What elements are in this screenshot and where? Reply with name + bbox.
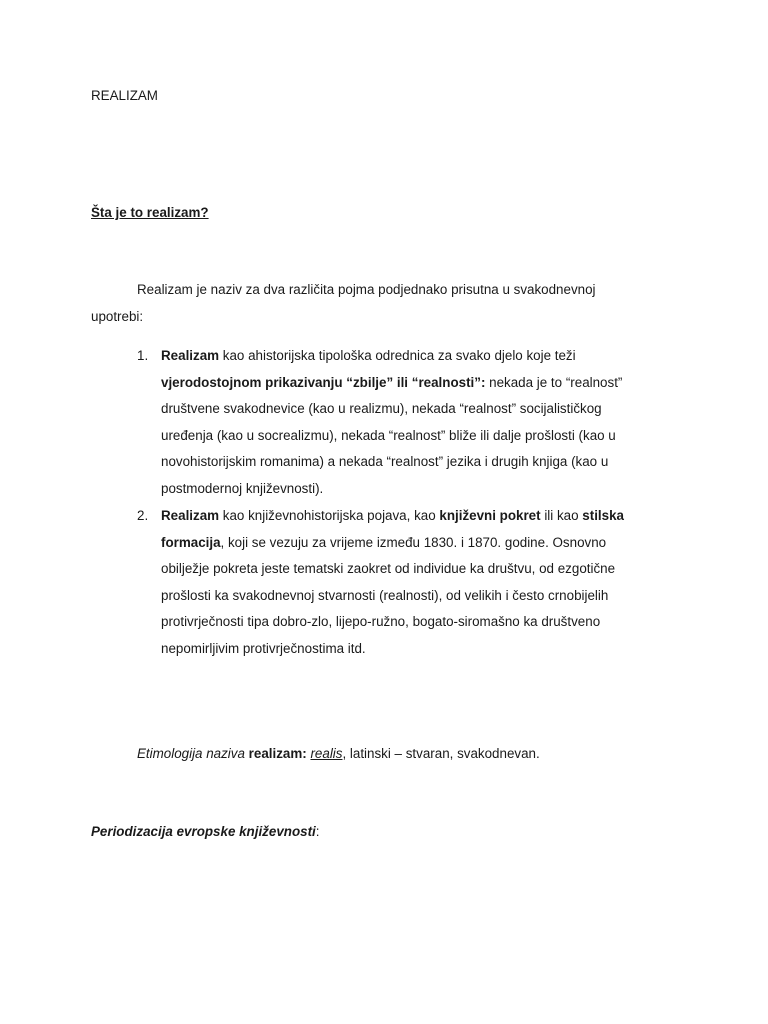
intro-paragraph-line-1: Realizam je naziv za dva različita pojma podjednako prisutna u svakodnevnoj — [137, 282, 596, 297]
document-title: REALIZAM — [91, 88, 158, 103]
periodization-heading — [91, 824, 320, 839]
list-item-line — [161, 614, 661, 641]
etymology-rest: , latinski – stvaran, svakodnevan. — [342, 746, 540, 761]
text-run: društvene svakodnevice (kao u realizmu), nekada “realnost” socijalističkog — [161, 401, 602, 416]
bold-text-run: vjerodostojnom prikazivanju “zbilje” ili “realnosti”: — [161, 374, 486, 390]
bold-text-run: Realizam — [161, 348, 220, 363]
list-item-body — [161, 508, 661, 667]
list-item-line — [161, 348, 661, 375]
periodization-heading-colon: : — [315, 824, 320, 839]
list-item-line — [161, 641, 661, 668]
list-item-line — [161, 588, 661, 615]
list-item-line — [161, 561, 661, 588]
bold-text-run: književni pokret — [439, 508, 541, 523]
text-run: postmodernoj književnosti). — [161, 480, 324, 496]
text-run: uređenja (kao u socrealizmu), nekada “realnost” bliže ili dalje prošlosti (kao u — [161, 427, 616, 443]
list-item-line — [161, 481, 661, 508]
text-run: novohistorijskim romanima) a nekada “realnost” jezika i drugih knjiga (kao u — [161, 454, 609, 469]
list-number: 1. — [137, 348, 149, 363]
text-run: nekada je to “realnost” — [485, 374, 623, 390]
text-run: prošlosti ka svakodnevnoj stvarnosti (realnosti), od velikih i često crnobijelih — [161, 587, 609, 603]
text-run: , koji se vezuju za vrijeme između 1830. i 1870. godine. Osnovno — [220, 534, 607, 550]
text-run: kao književnohistorijska pojava, kao — [219, 508, 440, 523]
etymology-term: realizam: — [248, 746, 307, 761]
bold-text-run: formacija — [161, 534, 221, 550]
text-run: obilježje pokreta jeste tematski zaokret od individue ka društvu, od ezgotične — [161, 561, 616, 576]
text-run: ili kao — [540, 508, 583, 523]
list-item-line — [161, 375, 661, 402]
text-run: kao ahistorijska tipološka odrednica za svako djelo koje teži — [219, 348, 576, 363]
periodization-heading-text: Periodizacija evropske književnosti — [91, 824, 316, 839]
etymology-line — [137, 746, 540, 761]
etymology-word: realis — [310, 746, 343, 761]
list-item-body — [161, 348, 661, 507]
text-run: nepomirljivim protivrječnostima itd. — [161, 640, 366, 656]
list-item-line — [161, 428, 661, 455]
bold-text-run: stilska — [582, 508, 624, 523]
bold-text-run: Realizam — [161, 508, 220, 523]
section-heading: Šta je to realizam? — [91, 205, 209, 220]
text-run: protivrječnosti tipa dobro-zlo, lijepo-ružno, bogato-siromašno ka društveno — [161, 614, 601, 629]
list-item-line — [161, 508, 661, 535]
intro-paragraph-line-2: upotrebi: — [91, 309, 144, 324]
list-item-line — [161, 454, 661, 481]
list-number: 2. — [137, 508, 149, 523]
list-item-line — [161, 535, 661, 562]
etymology-label: Etimologija naziva — [137, 746, 245, 761]
list-item-line — [161, 401, 661, 428]
